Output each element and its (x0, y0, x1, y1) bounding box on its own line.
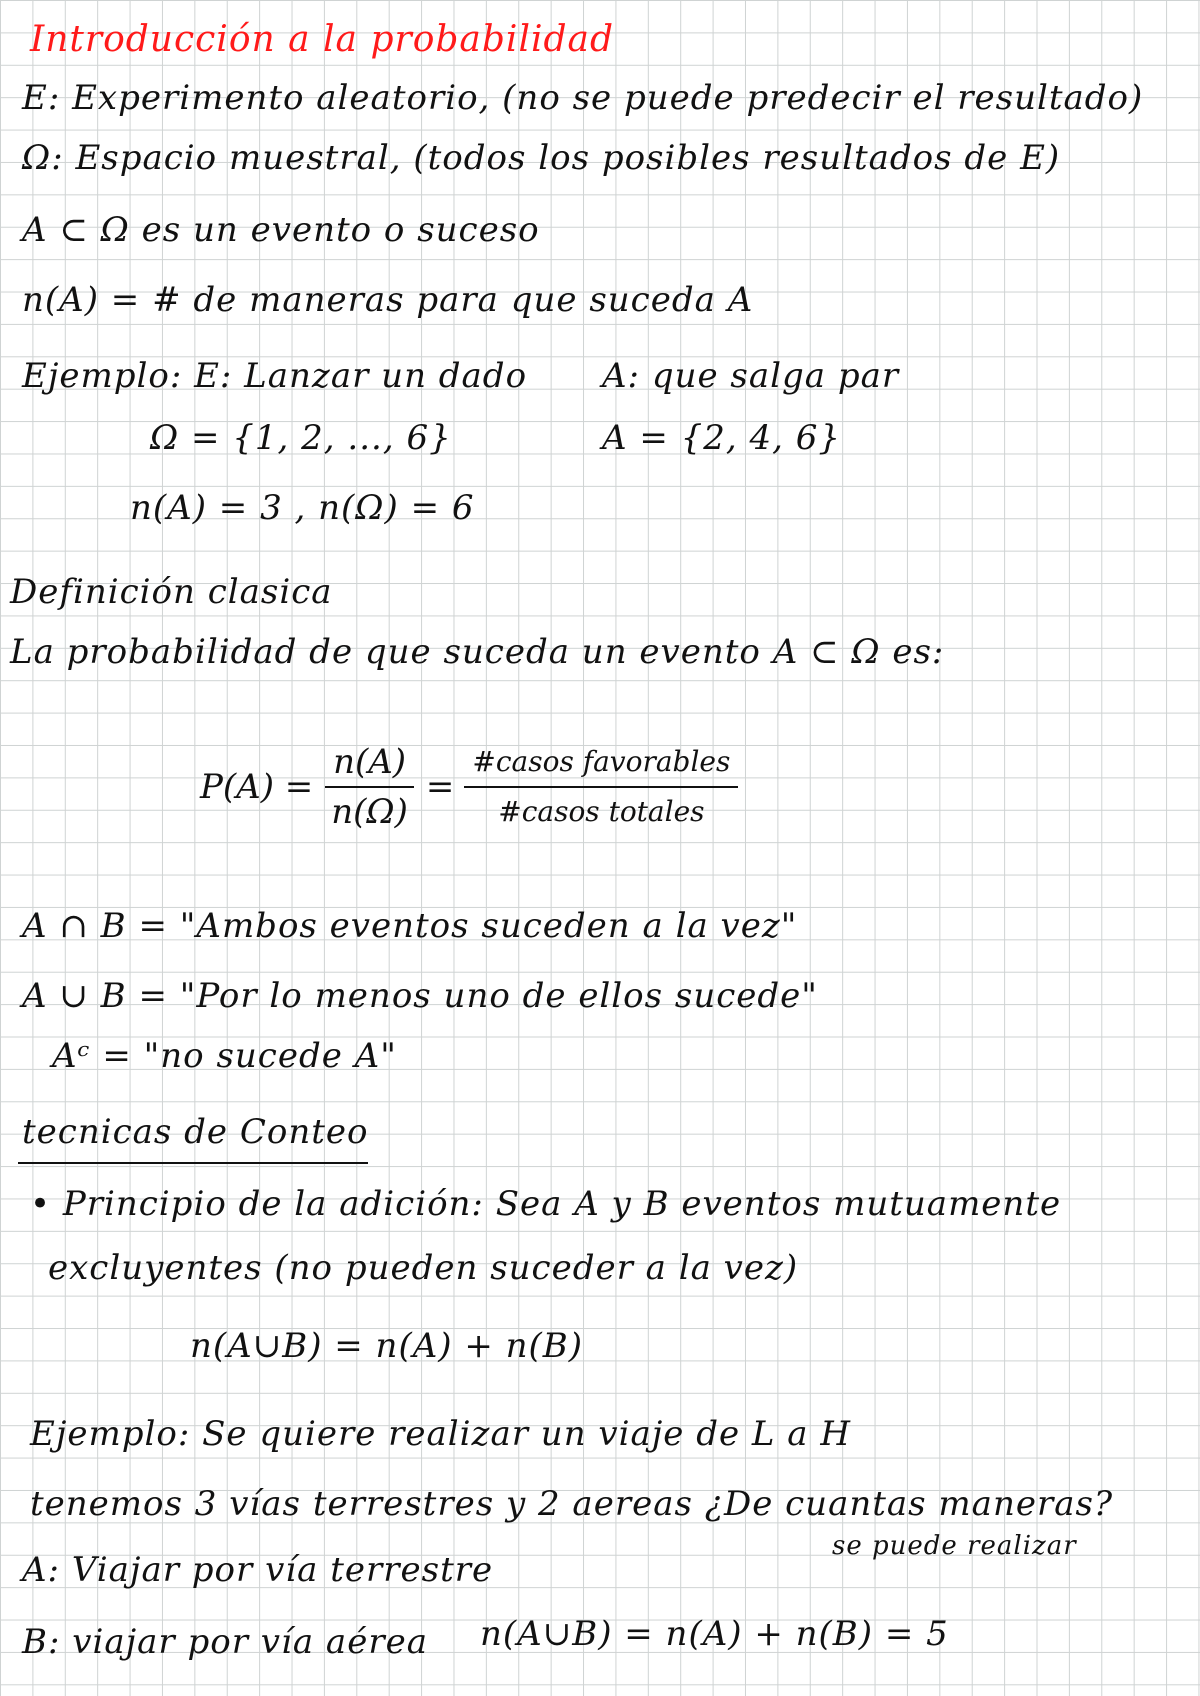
formula-numerator: n(A) (325, 742, 414, 788)
definition-experiment: E: Experimento aleatorio, (no se puede predecir el resultado) (22, 78, 1144, 118)
addition-principle-line2: excluyentes (no pueden suceder a la vez) (48, 1248, 799, 1288)
formula-equals: = (425, 767, 455, 807)
example1-event-set: A = {2, 4, 6} (602, 418, 842, 458)
example2-statement: Ejemplo: Se quiere realizar un viaje de L a H (30, 1414, 852, 1454)
intersection-definition: A ∩ B = "Ambos eventos suceden a la vez" (22, 906, 798, 946)
classic-definition-heading: Definición clasica (10, 572, 333, 612)
example2-event-a: A: Viajar por vía terrestre (22, 1550, 494, 1590)
example1-event-label: A: que salga par (602, 356, 900, 396)
formula-lhs: P(A) = (200, 767, 314, 807)
example1-statement: Ejemplo: E: Lanzar un dado (22, 356, 528, 396)
complement-definition: Aᶜ = "no sucede A" (52, 1036, 397, 1076)
example2-question: tenemos 3 vías terrestres y 2 aereas ¿De cuantas maneras? (30, 1484, 1114, 1524)
heading-underline (18, 1162, 368, 1164)
addition-principle-line1: • Principio de la adición: Sea A y B eventos mutuamente (30, 1184, 1062, 1224)
classic-definition-statement: La probabilidad de que suceda un evento A ⊂ Ω es: (10, 632, 945, 672)
example1-counts: n(A) = 3 , n(Ω) = 6 (130, 488, 475, 528)
formula-favorable-cases: #casos favorables (464, 742, 738, 788)
example2-note: se puede realizar (832, 1531, 1077, 1561)
addition-principle-formula: n(A∪B) = n(A) + n(B) (190, 1326, 584, 1366)
probability-formula (200, 742, 748, 832)
formula-total-cases: #casos totales (498, 795, 705, 828)
example2-event-b: B: viajar por vía aérea (22, 1622, 428, 1662)
formula-cases-ratio (464, 742, 738, 832)
example2-result: n(A∪B) = n(A) + n(B) = 5 (480, 1614, 949, 1654)
definition-sample-space: Ω: Espacio muestral, (todos los posibles resultados de E) (22, 138, 1061, 178)
example1-omega: Ω = {1, 2, ..., 6} (150, 418, 452, 458)
page-title: Introducción a la probabilidad (30, 19, 615, 60)
formula-ratio (323, 742, 416, 832)
counting-techniques-heading: tecnicas de Conteo (22, 1112, 369, 1152)
formula-denominator: n(Ω) (331, 792, 408, 832)
union-definition: A ∪ B = "Por lo menos uno de ellos sucede" (22, 976, 818, 1016)
definition-count: n(A) = # de maneras para que suceda A (22, 280, 754, 320)
definition-event: A ⊂ Ω es un evento o suceso (22, 210, 540, 250)
